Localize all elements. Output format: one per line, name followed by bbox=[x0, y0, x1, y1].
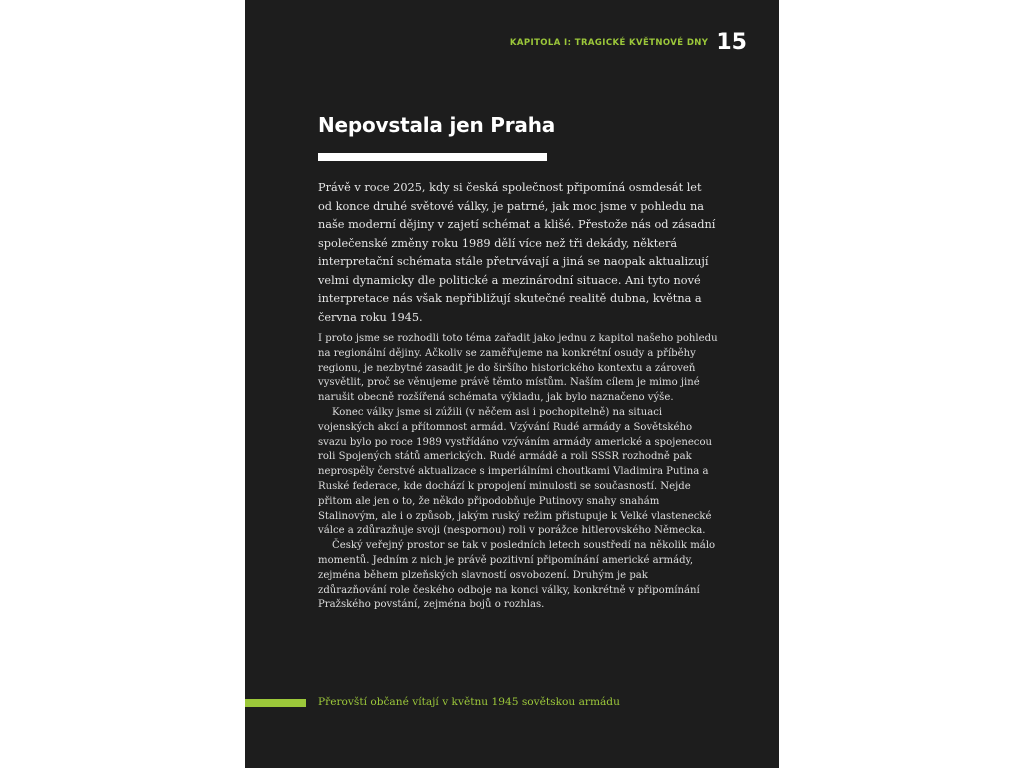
body-text bbox=[318, 332, 718, 613]
book-page bbox=[245, 0, 779, 768]
body-paragraph-2: Konec války jsme si zúžili (v něčem asi i pochopitelně) na situaci vojenských akcí a přítomnost armád. Vzývání Rudé armády a Sovětského svazu bylo po roce 1989 vystřídáno vzýváním armády americké a spojenecou roli Spojených států amerických. Rudé armádě a roli SSSR rozhodně pak neprospěly čerstvé aktualizace s imperiálními choutkami Vladimira Putina a Ruské federace, kde dochází k propojení minulosti se současností. Nejde přitom ale jen o to, že někdo připodobňuje Putinovy snahy snahám Stalinovým, ale i o způsob, jakým ruský režim přistupuje k Velké vlastenecké válce a zdůrazňuje svoji (nespornou) roli v porážce hitlerovského Německa. bbox=[318, 406, 713, 537]
page-number: 15 bbox=[716, 30, 747, 55]
caption-marker bbox=[245, 699, 306, 707]
page-header bbox=[510, 32, 747, 54]
chapter-label: KAPITOLA I: TRAGICKÉ KVĚTNOVÉ DNY bbox=[509, 38, 709, 48]
lead-paragraph: Právě v roce 2025, kdy si česká společnost připomíná osmdesát let od konce druhé světové války, je patrné, jak moc jsme v pohledu na naše moderní dějiny v zajetí schémat a klišé. Přestože nás od zásadní společenské změny roku 1989 dělí více než tři dekády, některá interpretační schémata stále přetrvávají a jiná se naopak aktualizují velmi dynamicky dle politické a mezinárodní situace. Ani tyto nové interpretace nás však nepřibližují skutečné realitě dubna, května a června roku 1945. bbox=[318, 181, 716, 324]
article-title: Nepovstala jen Praha bbox=[318, 113, 556, 137]
body-paragraph-1: I proto jsme se rozhodli toto téma zařadit jako jednu z kapitol našeho pohledu na regionální dějiny. Ačkoliv se zaměřujeme na konkrétní osudy a příběhy regionu, je nezbytné zasadit je do širšího historického kontextu a zároveň vysvětlit, proč se věnujeme právě těmto místům. Naším cílem je mimo jiné narušit obecně rozšířená schémata výkladu, jak bylo naznačeno výše. bbox=[318, 333, 718, 404]
image-caption: Přerovští občané vítají v květnu 1945 sovětskou armádu bbox=[318, 696, 620, 708]
body-paragraph-3: Český veřejný prostor se tak v posledních letech soustředí na několik málo momentů. Jedním z nich je právě pozitivní připomínání americké armády, zejména během plzeňských slavností osvobození. Druhým je pak zdůrazňování role českého odboje na konci války, konkrétně v připomínání Pražského povstání, zejména bojů o rozhlas. bbox=[318, 540, 716, 611]
title-underline bbox=[318, 153, 547, 161]
